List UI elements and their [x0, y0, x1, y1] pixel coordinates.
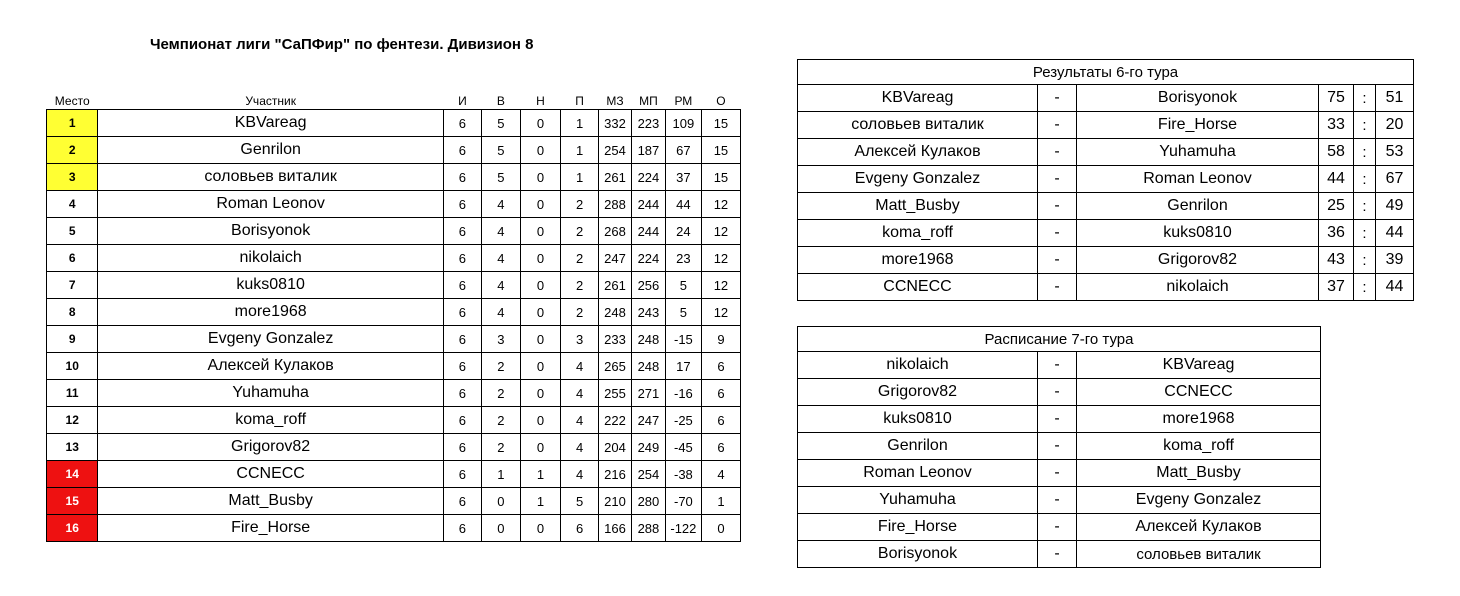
- place-cell: 15: [47, 488, 98, 515]
- scored-cell: 222: [599, 407, 632, 434]
- away-score: 44: [1376, 274, 1414, 301]
- header-games: И: [458, 94, 467, 108]
- schedule-row: [798, 460, 1321, 487]
- separator: -: [1038, 85, 1077, 112]
- wins-cell: 2: [481, 434, 520, 461]
- results-table: [797, 59, 1414, 301]
- table-row: [47, 164, 741, 191]
- home-team: Fire_Horse: [798, 514, 1038, 541]
- draws-cell: 0: [520, 218, 560, 245]
- wins-cell: 2: [481, 380, 520, 407]
- draws-cell: 0: [520, 245, 560, 272]
- header-losses: П: [575, 94, 584, 108]
- losses-cell: 2: [561, 272, 599, 299]
- header-draws: Н: [536, 94, 545, 108]
- place-cell: 1: [47, 110, 98, 137]
- home-team: Matt_Busby: [798, 193, 1038, 220]
- draws-cell: 0: [520, 434, 560, 461]
- participant-name: соловьев виталик: [98, 164, 443, 191]
- scored-cell: 288: [599, 191, 632, 218]
- wins-cell: 0: [481, 515, 520, 542]
- conceded-cell: 248: [631, 326, 665, 353]
- points-cell: 0: [701, 515, 740, 542]
- score-colon: :: [1354, 247, 1376, 274]
- header-participant: Участник: [245, 94, 296, 108]
- place-cell: 5: [47, 218, 98, 245]
- home-score: 75: [1319, 85, 1354, 112]
- diff-cell: -70: [665, 488, 701, 515]
- participant-name: more1968: [98, 299, 443, 326]
- conceded-cell: 288: [631, 515, 665, 542]
- diff-cell: 67: [665, 137, 701, 164]
- table-row: [47, 272, 741, 299]
- separator: -: [1038, 274, 1077, 301]
- away-score: 49: [1376, 193, 1414, 220]
- away-team: Yuhamuha: [1077, 139, 1319, 166]
- place-cell: 16: [47, 515, 98, 542]
- away-score: 51: [1376, 85, 1414, 112]
- scored-cell: 265: [599, 353, 632, 380]
- separator: -: [1038, 139, 1077, 166]
- score-colon: :: [1354, 166, 1376, 193]
- diff-cell: -38: [665, 461, 701, 488]
- separator: -: [1038, 220, 1077, 247]
- games-cell: 6: [443, 218, 481, 245]
- home-team: CCNECC: [798, 274, 1038, 301]
- home-team: Yuhamuha: [798, 487, 1038, 514]
- diff-cell: -16: [665, 380, 701, 407]
- table-row: [47, 515, 741, 542]
- diff-cell: 44: [665, 191, 701, 218]
- home-score: 43: [1319, 247, 1354, 274]
- table-row: [47, 434, 741, 461]
- scored-cell: 166: [599, 515, 632, 542]
- diff-cell: 17: [665, 353, 701, 380]
- separator: -: [1038, 541, 1077, 568]
- score-colon: :: [1354, 112, 1376, 139]
- result-row: [798, 85, 1414, 112]
- page-title: Чемпионат лиги "СаПФир" по фентези. Дивизион 8: [150, 36, 534, 53]
- table-row: [47, 137, 741, 164]
- home-score: 37: [1319, 274, 1354, 301]
- draws-cell: 0: [520, 380, 560, 407]
- losses-cell: 6: [561, 515, 599, 542]
- place-cell: 6: [47, 245, 98, 272]
- scored-cell: 254: [599, 137, 632, 164]
- draws-cell: 0: [520, 191, 560, 218]
- place-cell: 13: [47, 434, 98, 461]
- participant-name: nikolaich: [98, 245, 443, 272]
- conceded-cell: 247: [631, 407, 665, 434]
- table-row: [47, 110, 741, 137]
- scored-cell: 261: [599, 272, 632, 299]
- draws-cell: 0: [520, 407, 560, 434]
- conceded-cell: 249: [631, 434, 665, 461]
- wins-cell: 4: [481, 191, 520, 218]
- standings-table: [46, 87, 741, 542]
- home-team: Roman Leonov: [798, 460, 1038, 487]
- place-cell: 14: [47, 461, 98, 488]
- result-row: [798, 247, 1414, 274]
- result-row: [798, 220, 1414, 247]
- scored-cell: 204: [599, 434, 632, 461]
- home-team: koma_roff: [798, 220, 1038, 247]
- wins-cell: 4: [481, 299, 520, 326]
- games-cell: 6: [443, 488, 481, 515]
- home-team: KBVareag: [798, 85, 1038, 112]
- points-cell: 15: [701, 110, 740, 137]
- separator: -: [1038, 112, 1077, 139]
- conceded-cell: 224: [631, 245, 665, 272]
- schedule-table: [797, 326, 1321, 568]
- points-cell: 6: [701, 353, 740, 380]
- away-team: nikolaich: [1077, 274, 1319, 301]
- wins-cell: 4: [481, 245, 520, 272]
- draws-cell: 1: [520, 488, 560, 515]
- away-score: 20: [1376, 112, 1414, 139]
- table-row: [47, 407, 741, 434]
- diff-cell: 37: [665, 164, 701, 191]
- points-cell: 6: [701, 407, 740, 434]
- place-cell: 3: [47, 164, 98, 191]
- scored-cell: 233: [599, 326, 632, 353]
- away-team: kuks0810: [1077, 220, 1319, 247]
- draws-cell: 0: [520, 272, 560, 299]
- games-cell: 6: [443, 272, 481, 299]
- table-row: [47, 461, 741, 488]
- wins-cell: 1: [481, 461, 520, 488]
- scored-cell: 261: [599, 164, 632, 191]
- away-team: CCNECC: [1077, 379, 1321, 406]
- home-team: Genrilon: [798, 433, 1038, 460]
- standings-header-row: [47, 87, 741, 110]
- conceded-cell: 224: [631, 164, 665, 191]
- score-colon: :: [1354, 220, 1376, 247]
- table-row: [47, 488, 741, 515]
- diff-cell: 23: [665, 245, 701, 272]
- losses-cell: 2: [561, 218, 599, 245]
- results-caption: Результаты 6-го тура: [798, 60, 1414, 85]
- home-score: 25: [1319, 193, 1354, 220]
- separator: -: [1038, 247, 1077, 274]
- losses-cell: 4: [561, 434, 599, 461]
- games-cell: 6: [443, 191, 481, 218]
- diff-cell: -15: [665, 326, 701, 353]
- conceded-cell: 248: [631, 353, 665, 380]
- home-team: more1968: [798, 247, 1038, 274]
- table-row: [47, 353, 741, 380]
- scored-cell: 216: [599, 461, 632, 488]
- conceded-cell: 271: [631, 380, 665, 407]
- losses-cell: 2: [561, 245, 599, 272]
- home-score: 36: [1319, 220, 1354, 247]
- games-cell: 6: [443, 137, 481, 164]
- diff-cell: 109: [665, 110, 701, 137]
- games-cell: 6: [443, 380, 481, 407]
- wins-cell: 2: [481, 353, 520, 380]
- schedule-row: [798, 379, 1321, 406]
- place-cell: 4: [47, 191, 98, 218]
- games-cell: 6: [443, 299, 481, 326]
- participant-name: CCNECC: [98, 461, 443, 488]
- table-row: [47, 326, 741, 353]
- losses-cell: 4: [561, 353, 599, 380]
- wins-cell: 4: [481, 272, 520, 299]
- schedule-row: [798, 514, 1321, 541]
- place-cell: 9: [47, 326, 98, 353]
- wins-cell: 3: [481, 326, 520, 353]
- away-score: 53: [1376, 139, 1414, 166]
- diff-cell: 24: [665, 218, 701, 245]
- games-cell: 6: [443, 461, 481, 488]
- schedule-row: [798, 433, 1321, 460]
- schedule-caption: Расписание 7-го тура: [798, 327, 1321, 352]
- conceded-cell: 244: [631, 191, 665, 218]
- draws-cell: 0: [520, 326, 560, 353]
- score-colon: :: [1354, 139, 1376, 166]
- points-cell: 12: [701, 245, 740, 272]
- schedule-row: [798, 352, 1321, 379]
- games-cell: 6: [443, 434, 481, 461]
- points-cell: 6: [701, 380, 740, 407]
- result-row: [798, 166, 1414, 193]
- score-colon: :: [1354, 193, 1376, 220]
- participant-name: Genrilon: [98, 137, 443, 164]
- games-cell: 6: [443, 164, 481, 191]
- away-team: Genrilon: [1077, 193, 1319, 220]
- schedule-row: [798, 406, 1321, 433]
- table-row: [47, 218, 741, 245]
- draws-cell: 0: [520, 110, 560, 137]
- participant-name: Yuhamuha: [98, 380, 443, 407]
- points-cell: 4: [701, 461, 740, 488]
- games-cell: 6: [443, 245, 481, 272]
- table-row: [47, 380, 741, 407]
- participant-name: koma_roff: [98, 407, 443, 434]
- separator: -: [1038, 352, 1077, 379]
- away-team: Fire_Horse: [1077, 112, 1319, 139]
- place-cell: 11: [47, 380, 98, 407]
- result-row: [798, 139, 1414, 166]
- participant-name: Matt_Busby: [98, 488, 443, 515]
- header-conceded: МП: [639, 94, 658, 108]
- points-cell: 9: [701, 326, 740, 353]
- draws-cell: 0: [520, 515, 560, 542]
- conceded-cell: 243: [631, 299, 665, 326]
- participant-name: kuks0810: [98, 272, 443, 299]
- participant-name: Roman Leonov: [98, 191, 443, 218]
- draws-cell: 1: [520, 461, 560, 488]
- diff-cell: -45: [665, 434, 701, 461]
- score-colon: :: [1354, 274, 1376, 301]
- away-team: соловьев виталик: [1077, 541, 1321, 568]
- points-cell: 15: [701, 164, 740, 191]
- losses-cell: 1: [561, 164, 599, 191]
- home-team: Evgeny Gonzalez: [798, 166, 1038, 193]
- separator: -: [1038, 193, 1077, 220]
- losses-cell: 2: [561, 299, 599, 326]
- wins-cell: 0: [481, 488, 520, 515]
- losses-cell: 5: [561, 488, 599, 515]
- home-team: соловьев виталик: [798, 112, 1038, 139]
- away-team: Grigorov82: [1077, 247, 1319, 274]
- points-cell: 12: [701, 299, 740, 326]
- participant-name: Алексей Кулаков: [98, 353, 443, 380]
- conceded-cell: 256: [631, 272, 665, 299]
- home-score: 58: [1319, 139, 1354, 166]
- points-cell: 12: [701, 218, 740, 245]
- place-cell: 2: [47, 137, 98, 164]
- losses-cell: 4: [561, 407, 599, 434]
- participant-name: Grigorov82: [98, 434, 443, 461]
- away-team: Evgeny Gonzalez: [1077, 487, 1321, 514]
- scored-cell: 247: [599, 245, 632, 272]
- losses-cell: 1: [561, 110, 599, 137]
- losses-cell: 3: [561, 326, 599, 353]
- wins-cell: 5: [481, 110, 520, 137]
- participant-name: KBVareag: [98, 110, 443, 137]
- away-score: 44: [1376, 220, 1414, 247]
- diff-cell: -25: [665, 407, 701, 434]
- away-team: Roman Leonov: [1077, 166, 1319, 193]
- home-score: 33: [1319, 112, 1354, 139]
- wins-cell: 5: [481, 164, 520, 191]
- header-place: Место: [54, 94, 90, 108]
- participant-name: Evgeny Gonzalez: [98, 326, 443, 353]
- points-cell: 12: [701, 272, 740, 299]
- conceded-cell: 254: [631, 461, 665, 488]
- games-cell: 6: [443, 110, 481, 137]
- wins-cell: 5: [481, 137, 520, 164]
- table-row: [47, 299, 741, 326]
- away-team: KBVareag: [1077, 352, 1321, 379]
- separator: -: [1038, 166, 1077, 193]
- header-points: О: [716, 94, 726, 108]
- losses-cell: 4: [561, 380, 599, 407]
- header-scored: МЗ: [606, 94, 624, 108]
- wins-cell: 4: [481, 218, 520, 245]
- scored-cell: 210: [599, 488, 632, 515]
- losses-cell: 1: [561, 137, 599, 164]
- schedule-row: [798, 541, 1321, 568]
- losses-cell: 4: [561, 461, 599, 488]
- conceded-cell: 223: [631, 110, 665, 137]
- draws-cell: 0: [520, 137, 560, 164]
- games-cell: 6: [443, 353, 481, 380]
- home-team: Borisyonok: [798, 541, 1038, 568]
- table-row: [47, 245, 741, 272]
- header-diff: РМ: [674, 94, 693, 108]
- away-team: koma_roff: [1077, 433, 1321, 460]
- result-row: [798, 274, 1414, 301]
- away-score: 39: [1376, 247, 1414, 274]
- separator: -: [1038, 379, 1077, 406]
- separator: -: [1038, 406, 1077, 433]
- place-cell: 12: [47, 407, 98, 434]
- losses-cell: 2: [561, 191, 599, 218]
- participant-name: Fire_Horse: [98, 515, 443, 542]
- header-wins: В: [496, 94, 505, 108]
- away-team: Matt_Busby: [1077, 460, 1321, 487]
- home-team: Grigorov82: [798, 379, 1038, 406]
- home-score: 44: [1319, 166, 1354, 193]
- draws-cell: 0: [520, 299, 560, 326]
- table-row: [47, 191, 741, 218]
- draws-cell: 0: [520, 164, 560, 191]
- points-cell: 1: [701, 488, 740, 515]
- away-score: 67: [1376, 166, 1414, 193]
- place-cell: 7: [47, 272, 98, 299]
- result-row: [798, 193, 1414, 220]
- diff-cell: 5: [665, 299, 701, 326]
- scored-cell: 332: [599, 110, 632, 137]
- result-row: [798, 112, 1414, 139]
- schedule-row: [798, 487, 1321, 514]
- place-cell: 10: [47, 353, 98, 380]
- home-team: nikolaich: [798, 352, 1038, 379]
- scored-cell: 248: [599, 299, 632, 326]
- separator: -: [1038, 487, 1077, 514]
- diff-cell: 5: [665, 272, 701, 299]
- participant-name: Borisyonok: [98, 218, 443, 245]
- scored-cell: 268: [599, 218, 632, 245]
- points-cell: 15: [701, 137, 740, 164]
- away-team: Алексей Кулаков: [1077, 514, 1321, 541]
- place-cell: 8: [47, 299, 98, 326]
- points-cell: 6: [701, 434, 740, 461]
- scored-cell: 255: [599, 380, 632, 407]
- home-team: Алексей Кулаков: [798, 139, 1038, 166]
- separator: -: [1038, 433, 1077, 460]
- points-cell: 12: [701, 191, 740, 218]
- home-team: kuks0810: [798, 406, 1038, 433]
- conceded-cell: 187: [631, 137, 665, 164]
- separator: -: [1038, 514, 1077, 541]
- conceded-cell: 280: [631, 488, 665, 515]
- draws-cell: 0: [520, 353, 560, 380]
- separator: -: [1038, 460, 1077, 487]
- games-cell: 6: [443, 326, 481, 353]
- conceded-cell: 244: [631, 218, 665, 245]
- score-colon: :: [1354, 85, 1376, 112]
- away-team: Borisyonok: [1077, 85, 1319, 112]
- diff-cell: -122: [665, 515, 701, 542]
- away-team: more1968: [1077, 406, 1321, 433]
- wins-cell: 2: [481, 407, 520, 434]
- games-cell: 6: [443, 407, 481, 434]
- games-cell: 6: [443, 515, 481, 542]
